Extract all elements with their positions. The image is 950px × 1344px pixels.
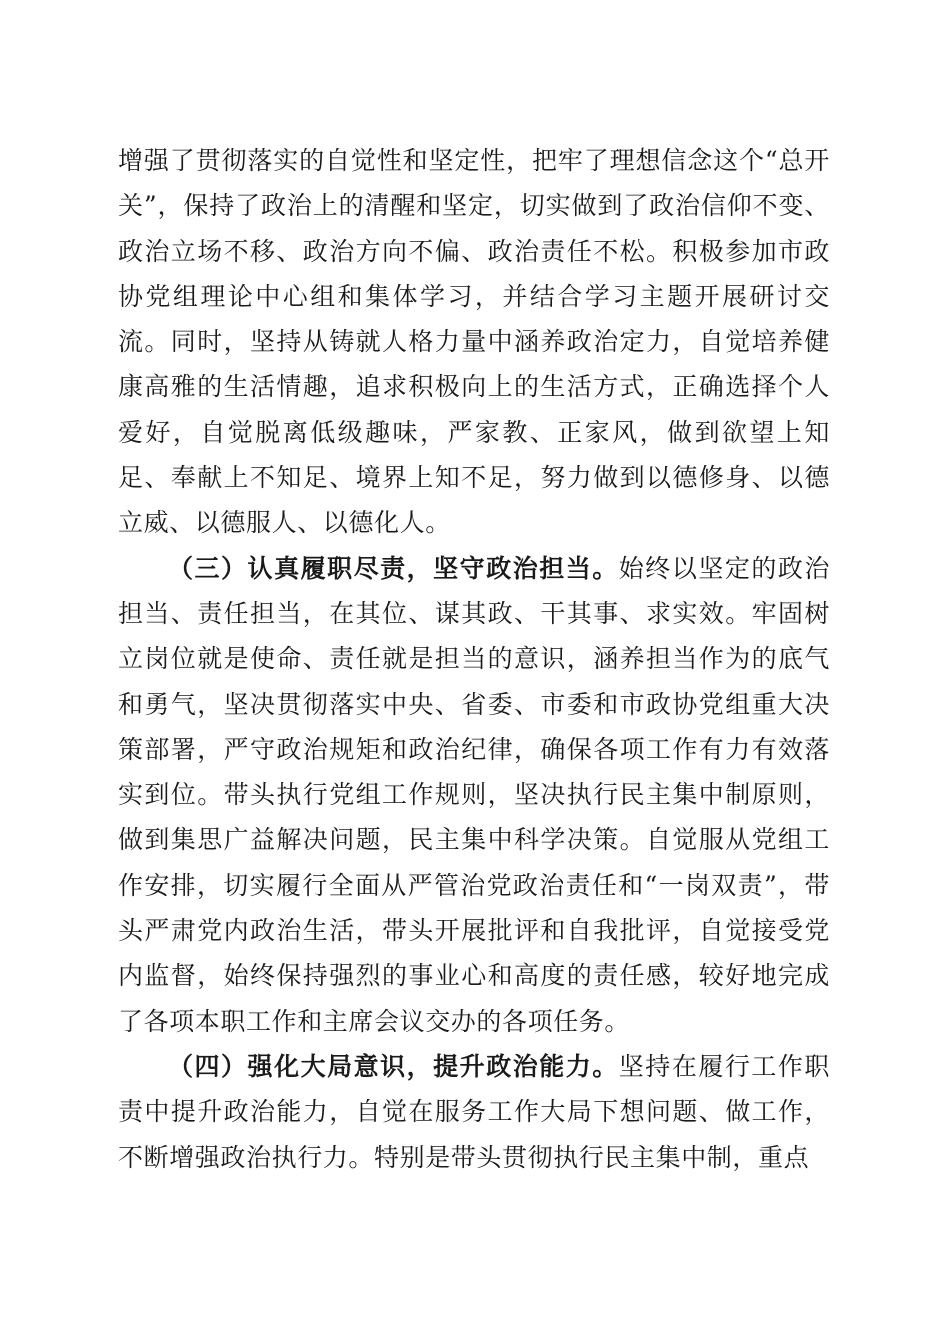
paragraph-text: 坚持在履行工作职责中提升政治能力，自觉在服务工作大局下想问题、做工作，不断增强政治执行力。特别是带头贯彻执行民主集中制，重点	[118, 1051, 830, 1172]
section-four-heading: （四）强化大局意识，提升政治能力。	[168, 1051, 619, 1081]
paragraph-section-four	[118, 1044, 830, 1180]
paragraph-section-three	[118, 546, 830, 1044]
document-body	[118, 138, 830, 1180]
section-three-heading: （三）认真履职尽责，坚守政治担当。	[168, 553, 619, 583]
paragraph-continuation	[118, 138, 830, 546]
paragraph-text: 增强了贯彻落实的自觉性和坚定性，把牢了理想信念这个“总开关”，保持了政治上的清醒和坚定，切实做到了政治信仰不变、政治立场不移、政治方向不偏、政治责任不松。积极参加市政协党组理论中心组和集体学习，并结合学习主题开展研讨交流。同时，坚持从铸就人格力量中涵养政治定力，自觉培养健康高雅的生活情趣，追求积极向上的生活方式，正确选择个人爱好，自觉脱离低级趣味，严家教、正家风，做到欲望上知足、奉献上不知足、境界上知不足，努力做到以德修身、以德立威、以德服人、以德化人。	[118, 146, 830, 538]
paragraph-text: 始终以坚定的政治担当、责任担当，在其位、谋其政、干其事、求实效。牢固树立岗位就是使命、责任就是担当的意识，涵养担当作为的底气和勇气，坚决贯彻落实中央、省委、市委和市政协党组重大决策部署，严守政治规矩和政治纪律，确保各项工作有力有效落实到位。带头执行党组工作规则，坚决执行民主集中制原则，做到集思广益解决问题，民主集中科学决策。自觉服从党组工作安排，切实履行全面从严管治党政治责任和“一岗双责”，带头严肃党内政治生活，带头开展批评和自我批评，自觉接受党内监督，始终保持强烈的事业心和高度的责任感，较好地完成了各项本职工作和主席会议交办的各项任务。	[118, 553, 830, 1036]
